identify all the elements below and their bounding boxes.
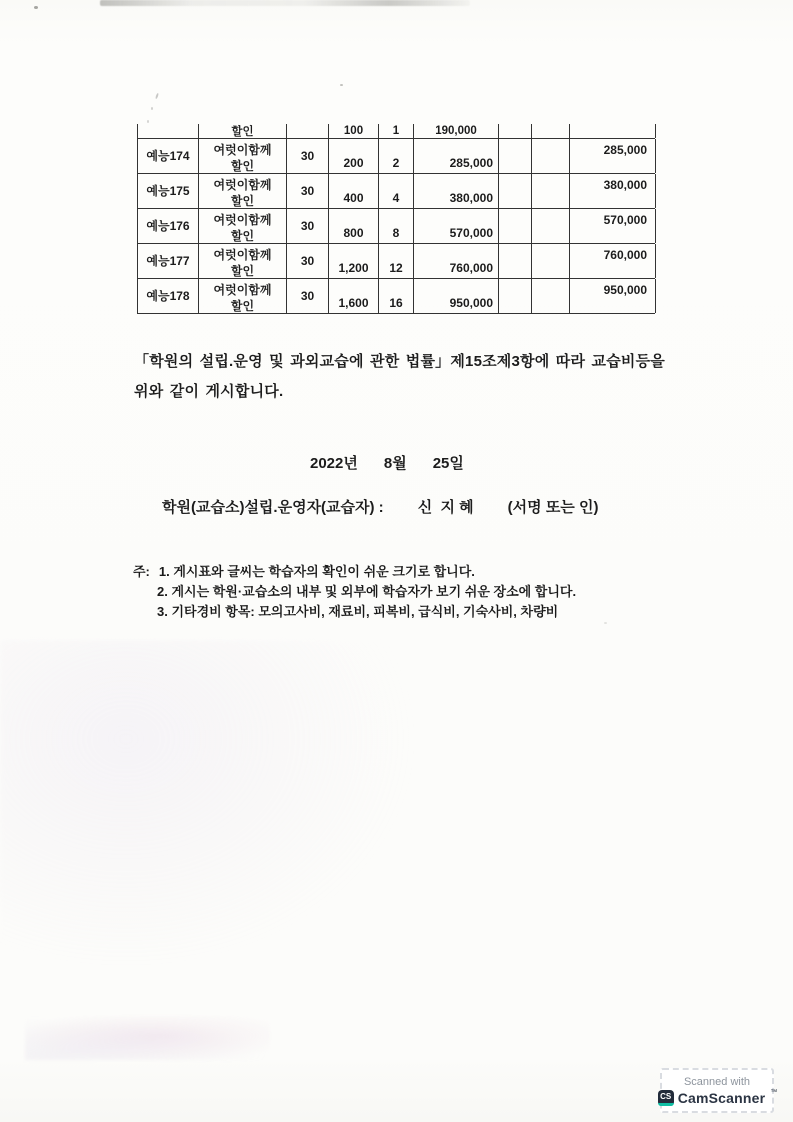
date-day: 25일	[432, 455, 464, 472]
table-row	[137, 244, 655, 279]
months-cell: 4	[379, 174, 414, 208]
months-cell: 16	[379, 279, 414, 313]
discount-name-cell: 여럿이함께	[199, 244, 287, 262]
empty-cell	[499, 139, 532, 173]
discount-label-cell: 할인	[199, 227, 287, 243]
months-cell: 8	[379, 209, 414, 243]
months-cell: 12	[379, 244, 414, 278]
course-code-cell: 예능177	[138, 244, 199, 278]
months-cell: 2	[379, 139, 414, 173]
signature-name: 신 지 혜	[417, 499, 474, 516]
empty-cell	[499, 279, 532, 313]
empty-cell	[532, 124, 570, 138]
total-amount-cell: 760,000	[570, 244, 656, 278]
tuition-fee-table	[137, 124, 655, 314]
total-amount-cell: 950,000	[570, 279, 656, 313]
discount-rate-cell: 30	[287, 279, 329, 313]
tuition-cell: 190,000	[414, 124, 499, 138]
empty-cell	[499, 209, 532, 243]
table-row	[137, 139, 655, 174]
trademark-symbol: ™	[770, 1089, 778, 1096]
table-row-partial	[137, 124, 655, 139]
camscanner-logo-icon: CS	[658, 1090, 674, 1106]
empty-cell	[138, 124, 199, 138]
scan-speck	[155, 93, 159, 99]
quantity-cell: 100	[329, 124, 379, 138]
empty-cell	[532, 209, 570, 243]
discount-rate-cell: 30	[287, 174, 329, 208]
empty-cell	[532, 174, 570, 208]
quantity-cell: 1,600	[329, 279, 379, 313]
scan-speck	[604, 622, 607, 624]
course-code-cell: 예능176	[138, 209, 199, 243]
discount-name-cell: 여럿이함께	[199, 174, 287, 192]
discount-rate-cell: 30	[287, 209, 329, 243]
signature-stamp-note: (서명 또는 인)	[507, 499, 599, 516]
scan-speck	[340, 84, 343, 86]
course-code-cell: 예능178	[138, 279, 199, 313]
footnote-2: 2. 게시는 학원·교습소의 내부 및 외부에 학습자가 보기 쉬운 장소에 합니다.	[157, 584, 577, 599]
table-row	[137, 209, 655, 244]
camscanner-brand-row	[658, 1090, 777, 1106]
months-cell: 1	[379, 124, 414, 138]
quantity-cell: 400	[329, 174, 379, 208]
total-amount-cell: 570,000	[570, 209, 656, 243]
paper-texture	[0, 640, 420, 970]
empty-cell	[570, 124, 656, 138]
course-code-cell: 예능175	[138, 174, 199, 208]
tuition-cell: 570,000	[414, 209, 499, 243]
total-amount-cell: 285,000	[570, 139, 656, 173]
tuition-cell: 950,000	[414, 279, 499, 313]
scan-speck	[34, 6, 38, 9]
footnote-1: 1. 게시표와 글씨는 학습자의 확인이 쉬운 크기로 합니다.	[158, 564, 475, 579]
discount-name-cell: 여럿이함께	[199, 209, 287, 227]
date-month: 8월	[383, 455, 407, 472]
empty-cell	[532, 244, 570, 278]
quantity-cell: 200	[329, 139, 379, 173]
ink-bleed	[25, 1016, 270, 1060]
discount-label-cell: 할인	[199, 192, 287, 208]
discount-label-cell: 할인	[199, 124, 287, 138]
discount-rate-cell: 30	[287, 244, 329, 278]
empty-cell	[532, 139, 570, 173]
course-code-cell: 예능174	[138, 139, 199, 173]
footnote-prefix: 주:	[133, 564, 150, 579]
signature-line	[162, 496, 598, 517]
discount-rate-cell: 30	[287, 139, 329, 173]
tuition-cell: 285,000	[414, 139, 499, 173]
discount-label-cell: 할인	[199, 297, 287, 313]
date-year: 2022년	[310, 455, 358, 472]
discount-label-cell: 할인	[199, 157, 287, 173]
quantity-cell: 1,200	[329, 244, 379, 278]
scan-smudge	[100, 0, 470, 6]
empty-cell	[499, 244, 532, 278]
scanned-with-label: Scanned with	[683, 1075, 751, 1088]
camscanner-brand-text: CamScanner	[677, 1089, 766, 1106]
discount-name-cell: 여럿이함께	[199, 279, 287, 297]
table-row	[137, 279, 655, 314]
total-amount-cell: 380,000	[570, 174, 656, 208]
legal-statement	[134, 347, 665, 407]
footnote-3: 3. 기타경비 항목: 모의고사비, 재료비, 피복비, 급식비, 기숙사비, 차량비	[157, 604, 559, 619]
discount-label-cell: 할인	[199, 262, 287, 278]
statement-line-1: 「학원의 설립.운영 및 과외교습에 관한 법률」제15조제3항에 따라 교습비등을	[134, 353, 665, 370]
scan-speck	[147, 120, 149, 123]
discount-name-cell: 여럿이함께	[199, 139, 287, 157]
empty-cell	[532, 279, 570, 313]
posting-date	[310, 452, 464, 473]
tuition-cell: 760,000	[414, 244, 499, 278]
quantity-cell: 800	[329, 209, 379, 243]
signature-label: 학원(교습소)설립.운영자(교습자) :	[162, 499, 384, 516]
empty-cell	[499, 174, 532, 208]
table-row	[137, 174, 655, 209]
footnotes	[133, 562, 576, 622]
scan-speck	[151, 107, 153, 110]
camscanner-badge	[660, 1068, 778, 1113]
empty-cell	[499, 124, 532, 138]
empty-cell	[287, 124, 329, 138]
statement-line-2: 위와 같이 게시합니다.	[134, 383, 284, 400]
tuition-cell: 380,000	[414, 174, 499, 208]
